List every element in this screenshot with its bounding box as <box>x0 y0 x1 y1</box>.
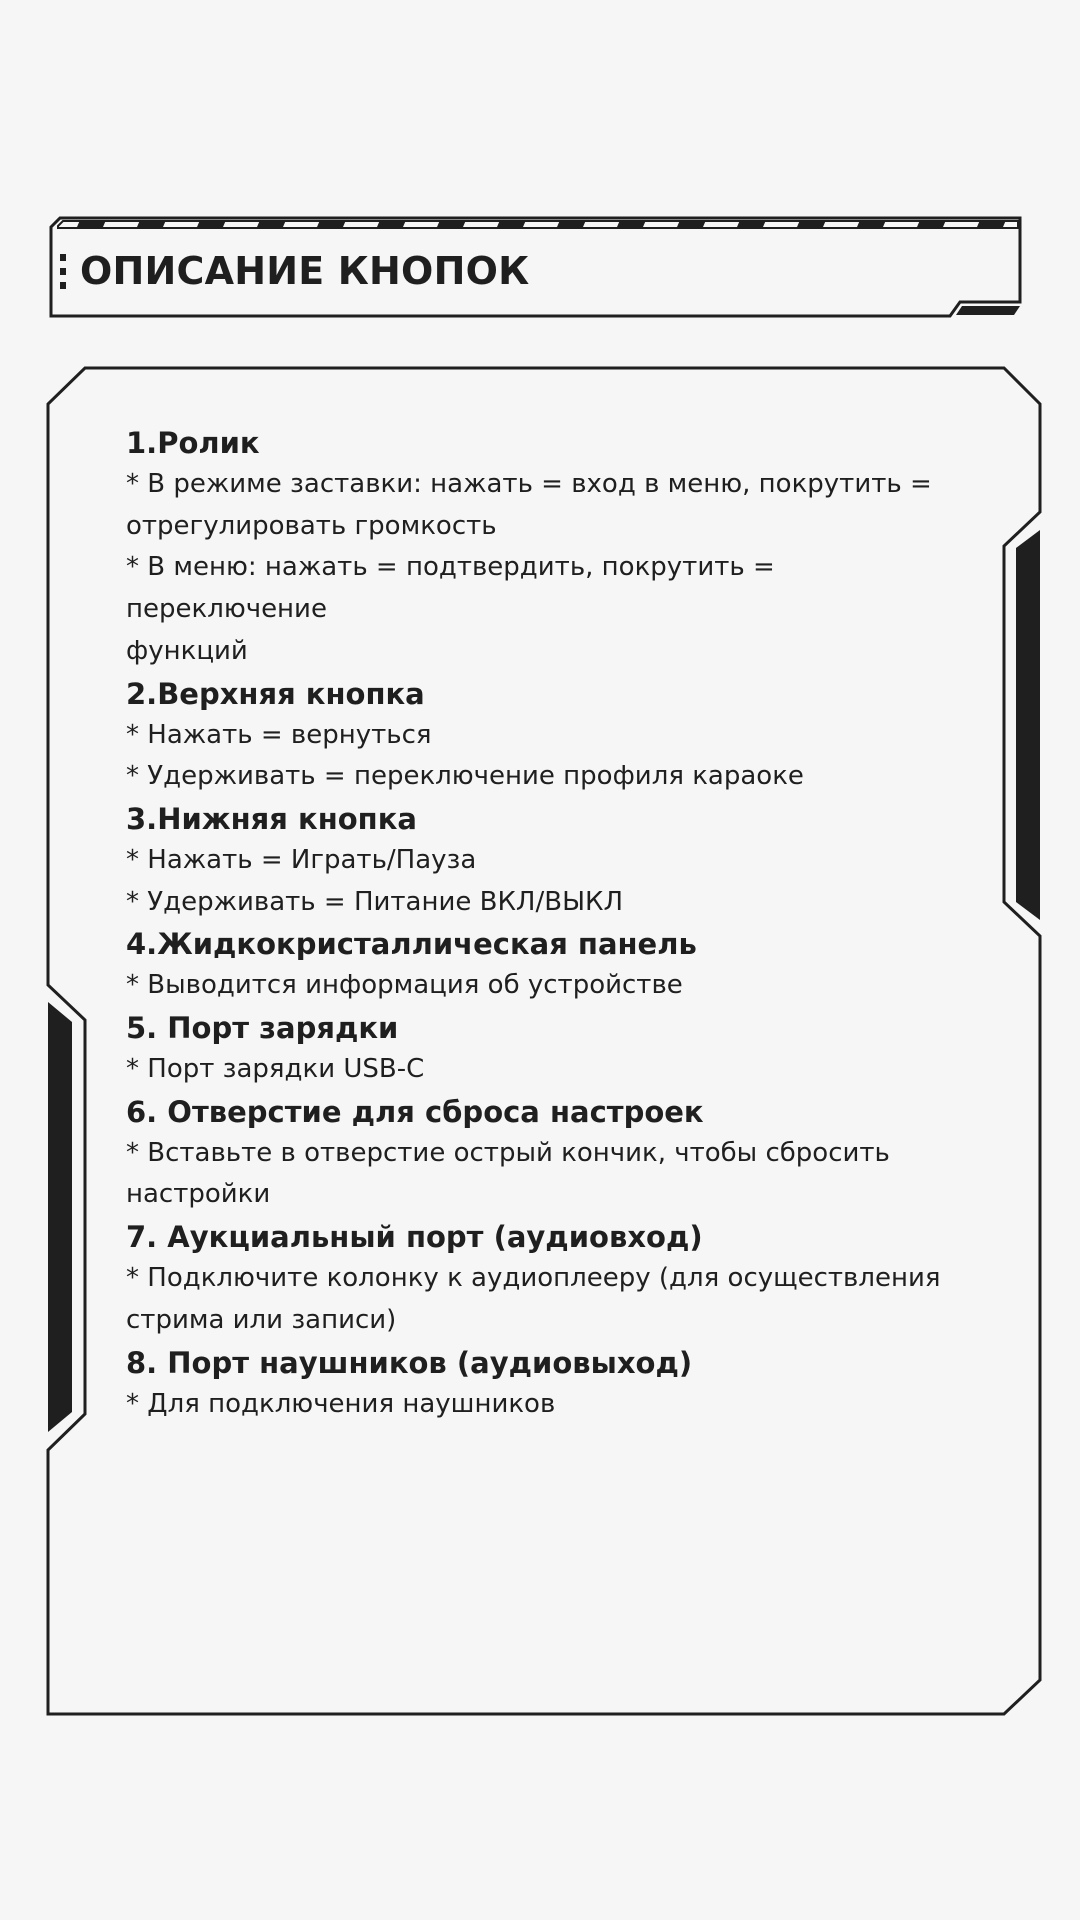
section-line: * Нажать = вернуться <box>126 719 432 750</box>
title-dots <box>60 254 66 289</box>
section-top-button <box>126 673 946 798</box>
section-charging-port <box>126 1007 946 1091</box>
section-line: * Удерживать = переключение профиля караоке <box>126 761 804 792</box>
section-line: функций <box>126 635 248 666</box>
section-line: * Для подключения наушников <box>126 1388 556 1419</box>
section-line: * Порт зарядки USB-C <box>126 1054 425 1085</box>
title-bar <box>60 216 960 326</box>
section-line: настройки <box>126 1179 271 1210</box>
section-reset-hole <box>126 1091 946 1216</box>
section-line: * Удерживать = Питание ВКЛ/ВЫКЛ <box>126 886 624 917</box>
section-heading: 2.Верхняя кнопка <box>126 676 425 711</box>
section-line: * Нажать = Играть/Пауза <box>126 844 477 875</box>
section-line: * В режиме заставки: нажать = вход в меню, покрутить = <box>126 469 932 499</box>
section-line: * В меню: нажать = подтвердить, покрутить = переключение <box>126 552 775 625</box>
section-aux-port <box>126 1216 946 1341</box>
section-heading: 1.Ролик <box>126 426 260 460</box>
section-roller <box>126 422 946 673</box>
section-heading: 5. Порт зарядки <box>126 1011 399 1046</box>
section-headphone-port <box>126 1342 946 1426</box>
section-heading: 4.Жидкокристаллическая панель <box>126 927 697 962</box>
section-line: стрима или записи) <box>126 1304 397 1335</box>
section-heading: 7. Аукциальный порт (аудиовход) <box>126 1220 703 1255</box>
section-heading: 8. Порт наушников (аудиовыход) <box>126 1345 693 1380</box>
instructions-content <box>126 422 946 1425</box>
section-lcd-panel <box>126 923 946 1007</box>
page-title: ОПИСАНИЕ КНОПОК <box>80 249 530 293</box>
section-line: * Подключите колонку к аудиоплееру (для осуществления <box>126 1263 941 1294</box>
section-line: * Выводится информация об устройстве <box>126 970 683 1001</box>
section-heading: 3.Нижняя кнопка <box>126 801 417 836</box>
section-line: отрегулировать громкость <box>126 510 497 541</box>
section-heading: 6. Отверстие для сброса настроек <box>126 1094 704 1129</box>
section-bottom-button <box>126 798 946 923</box>
section-line: * Вставьте в отверстие острый кончик, чтобы сбросить <box>126 1137 890 1168</box>
